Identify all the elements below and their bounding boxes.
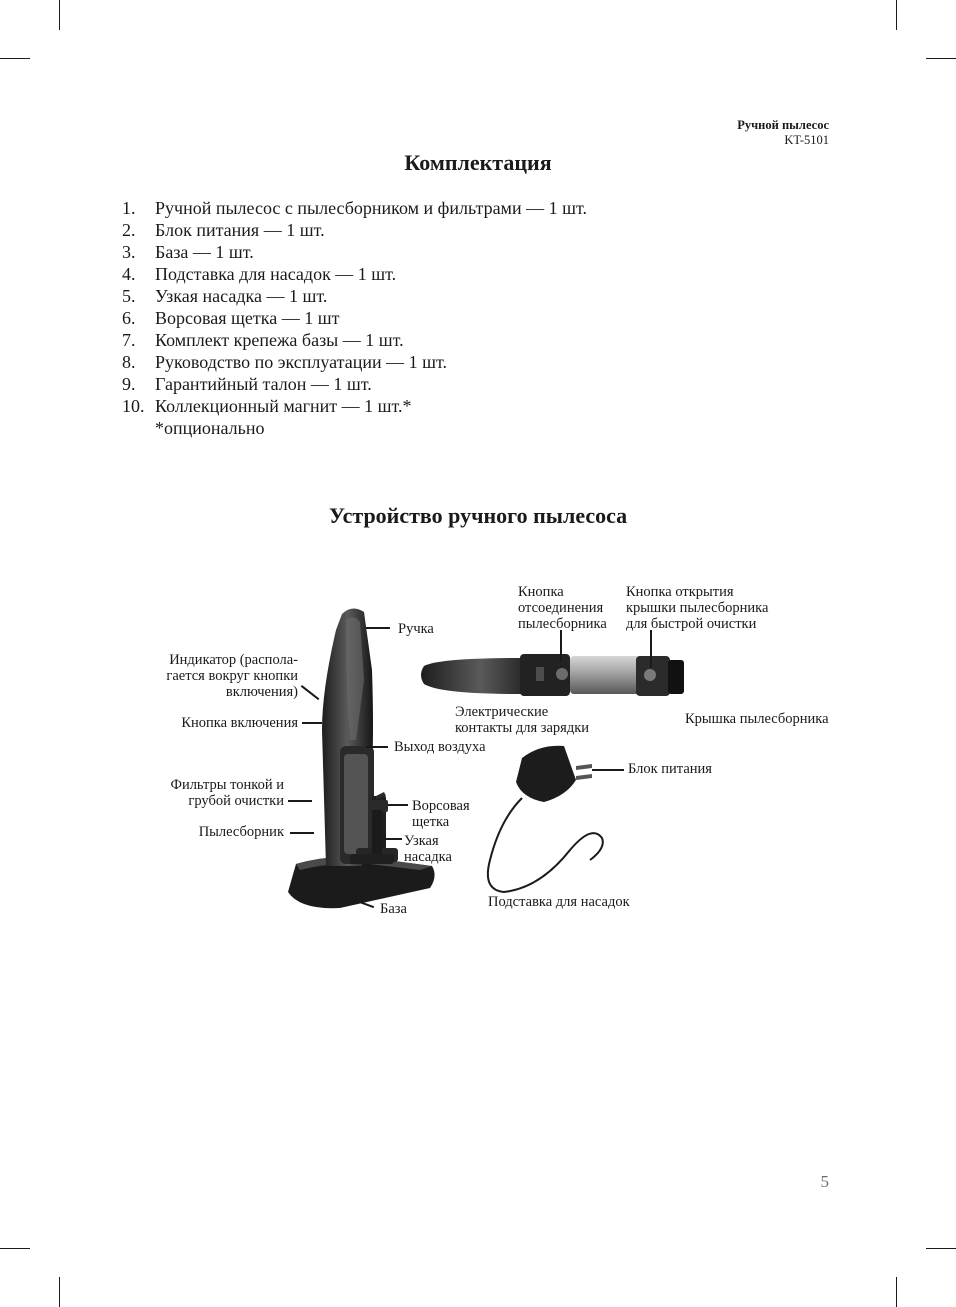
label-filters: Фильтры тонкой и грубой очистки	[170, 777, 284, 809]
page-number: 5	[820, 1172, 829, 1191]
leader-line	[288, 800, 312, 802]
vacuum-horizontal	[421, 654, 684, 696]
leader-line	[366, 746, 388, 748]
label-handle: Ручка	[398, 621, 434, 637]
list-item: 8. Руководство по эксплуатации — 1 шт.	[122, 352, 447, 372]
list-item: 4. Подставка для насадок — 1 шт.	[122, 264, 397, 284]
device-title: Устройство ручного пылесоса	[328, 503, 628, 528]
crop-mark	[59, 1277, 60, 1307]
label-base: База	[380, 901, 407, 917]
leader-line	[302, 722, 322, 724]
leader-line	[388, 804, 408, 806]
list-item: 3. База — 1 шт.	[122, 242, 254, 262]
crop-mark	[0, 1248, 30, 1249]
leader-line	[560, 630, 562, 662]
crop-mark	[896, 1277, 897, 1307]
list-item: 9. Гарантийный талон — 1 шт.	[122, 374, 372, 394]
label-release-button: Кнопка отсоединения пылесборника	[518, 584, 607, 632]
optional-note: *опционально	[155, 418, 265, 438]
crop-mark	[0, 58, 30, 59]
device-diagram	[0, 570, 956, 950]
label-power-button: Кнопка включения	[181, 715, 298, 731]
list-item: 6. Ворсовая щетка — 1 шт	[122, 308, 340, 328]
list-item: 7. Комплект крепежа базы — 1 шт.	[122, 330, 404, 350]
power-adapter	[488, 746, 603, 892]
label-dust-container: Пылесборник	[198, 824, 284, 840]
list-item: 2. Блок питания — 1 шт.	[122, 220, 325, 240]
label-narrow-nozzle: Узкая насадка	[404, 833, 452, 865]
list-item: 1. Ручной пылесос с пылесборником и фильтрами — 1 шт.	[122, 198, 587, 218]
crop-mark	[59, 0, 60, 30]
crop-mark	[896, 0, 897, 30]
label-open-lid-button: Кнопка открытия крышки пылесборника для быстрой очистки	[626, 584, 769, 632]
running-header	[737, 118, 829, 148]
label-charging-contacts: Электрические контакты для зарядки	[455, 704, 589, 736]
leader-line	[290, 832, 314, 834]
contents-title: Комплектация	[404, 150, 552, 175]
device-illustration	[0, 570, 956, 950]
label-bristle-brush: Ворсовая щетка	[412, 798, 470, 830]
leader-line	[592, 769, 624, 771]
label-air-outlet: Выход воздуха	[394, 739, 486, 755]
leader-line	[650, 630, 652, 668]
contents-list	[122, 197, 587, 439]
product-name: Ручной пылесос	[737, 118, 829, 132]
label-lid: Крышка пылесборника	[685, 711, 829, 727]
model-number: KT-5101	[784, 133, 829, 147]
list-item: 10. Коллекционный магнит — 1 шт.*	[122, 396, 412, 416]
list-item: 5. Узкая насадка — 1 шт.	[122, 286, 328, 306]
leader-line	[366, 627, 390, 629]
crop-mark	[926, 1248, 956, 1249]
label-indicator: Индикатор (распола- гается вокруг кнопки включения)	[166, 652, 298, 700]
label-power-adapter: Блок питания	[628, 761, 712, 777]
leader-line	[382, 838, 402, 840]
crop-mark	[926, 58, 956, 59]
label-nozzle-stand: Подставка для насадок	[488, 894, 630, 910]
